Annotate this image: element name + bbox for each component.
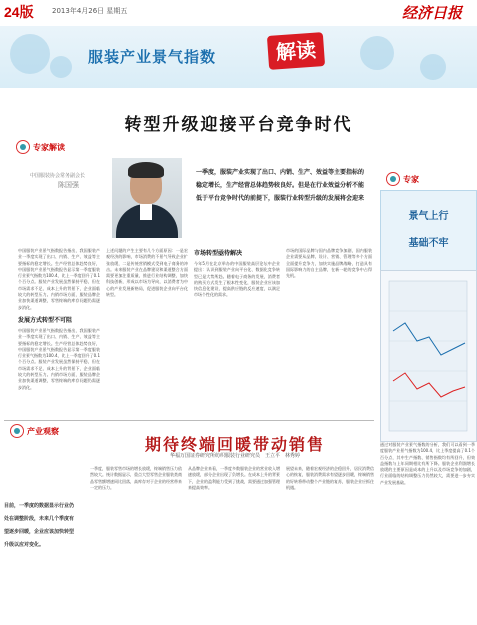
article-column-4: 市场的国际品牌与国内品牌竞争加剧，国内服装企业需要从品牌、设计、营销、管理等多个方面全面提升竞争力，加快实施品牌战略，打造具有国际影响力的自主品牌，在新一轮的竞争中占得先机。 (286, 248, 372, 279)
section-icon (386, 172, 400, 186)
bubble-decoration (360, 36, 394, 70)
banner-title: 服装产业景气指数 (88, 48, 217, 66)
section-icon (10, 424, 24, 438)
expert-portrait (112, 158, 182, 238)
article-column-3: 市场转型亟待解决 今年5月在北京举办的中国服装高层论坛中企业提出：认识到服装产业向平台化、数据化竞争转型已是大势所趋。随着电子商务的发展，消费者的购买方式发生了根本性变化，服装企业应该加快信息化建设，提高供应链的反应速度，以满足市场个性化的需求。 (194, 250, 280, 298)
bubble-decoration (420, 54, 446, 80)
bottom-column-3: 展望未来，随着宏观经济的企稳回升，居民消费信心的恢复，服装消费需求有望逐步回暖，终端销售的好转将带动整个产业链的复苏，服装企业应抓住机遇。 (286, 466, 374, 490)
article-column-2: 上述问题的产生主要有几个方面原因：一是宏观经济的影响，市场消费的不景气导致企业扩张放缓，二是传统营销模式受到电子商务的冲击。未来服装产业在品牌建设和渠道整合方面需要更加注重质量，推进行业结构调整，加快科技创新，形成以市场为导向，以消费者为中心的产业发展新格局，促进服装企业向平台化转型。 (106, 248, 188, 298)
byline: 华福万国证券研究所纺织服装行业研究员 王立平 林秀婷 (169, 453, 300, 459)
bubble-decoration (50, 56, 72, 78)
pull-quote: 目前，一季度的数据显示行业仍处在调整阶段，未来几个季度有望逐步回暖，企业应该加快转型升级以应对变化。 (4, 503, 75, 548)
expert-signature: 中国服装协会常务副会长 陈国强 (30, 173, 86, 189)
section-divider (4, 420, 374, 421)
headline: 转型升级迎接平台竞争时代 (124, 115, 353, 135)
section-label-expert: 专家解读 (16, 140, 65, 154)
article-column-1: 中国服装产业景气指数报告指出，我国服装产业一季度实现了出口、内销、生产、效益等主要指标的稳定增长。生产经营总体趋势良好，中国服装产业景气指数报告显示第一季度服装行业景气指数为100.4，比上一季度回升了0.1个百分点。服装产业发展虽然保持平稳，但在市场需求不足、成本上升的背景下，企业面临较大的转型压力。内销市场方面，服装品牌企业加快渠道调整，零售终端的库存问题仍需逐步消化。 发展方式转型不可阻 中国服装产业景气指数报告指出，我国服装产业一季度实现了出口、内销、生产、效益等主要指标的稳定增长。生产经营总体趋势良好，中国服装产业景气指数报告显示第一季度服装行业景气指数为100.4，比上一季度回升了0.1个百分点。服装产业发展虽然保持平稳，但在市场需求不足、成本上升的背景下，企业面临较大的转型压力。内销市场方面，服装品牌企业加快渠道调整，零售终端的库存问题仍需逐步消化。 (18, 248, 100, 390)
banner-badge: 解读 (267, 32, 325, 70)
section-label-industry: 产业观察 (10, 424, 59, 438)
bottom-column-1: 一季度，服装零售市场的增长放缓，终端销售压力依然较大。统计数据显示，重点大型零售企业服装类商品零售额增速同比回落，高库存对于企业的经营带来一定的压力。 (90, 466, 182, 490)
subheading: 市场转型亟待解决 (194, 250, 243, 257)
issue-date: 2013年4月26日 星期五 (52, 7, 128, 15)
section-banner (0, 26, 477, 88)
newspaper-name: 经济日报 (402, 4, 463, 22)
bottom-column-2: 从品牌企业来看，一季度多数服装企业的营业收入增速放缓，部分企业出现了负增长。在成本上升的背景下，企业的盈利能力受到了挑战，需要通过加强管理来提高效率。 (188, 466, 280, 490)
index-chart (380, 270, 477, 442)
lead-paragraph: 一季度，服装产业实现了出口、内销、生产、效益等主要指标的稳定增长，生产经营总体趋势较良好。但是在行业效益分析不能低于平台竞争时代的前提下，服装行业转型升级的发展将会迎来 (196, 169, 365, 202)
bubble-decoration (10, 34, 50, 74)
section-icon (16, 140, 30, 154)
highlight-box: 景气上行 基础不牢 (380, 190, 477, 272)
section-label-right: 专家 (386, 172, 419, 186)
right-column-body: 通过对服装产业景气指数的分析，我们可以看到一季度服装产业景气指数为100.4，比上季度提高了0.1个百分点，其中生产指数、销售指数均有所回升，但效益指数与上年同期相比有所下降。服装企业利润增长放缓的主要原因是成本的上升以及市场竞争的加剧，行业面临的结构调整压力仍然较大，需要进一步夯实产业发展基础。 (380, 442, 475, 485)
page-number: 24版 (4, 4, 34, 20)
subheading: 发展方式转型不可阻 (18, 316, 73, 324)
chart-graphic (381, 271, 476, 441)
bottom-headline: 期待终端回暖带动销售 (144, 435, 325, 454)
